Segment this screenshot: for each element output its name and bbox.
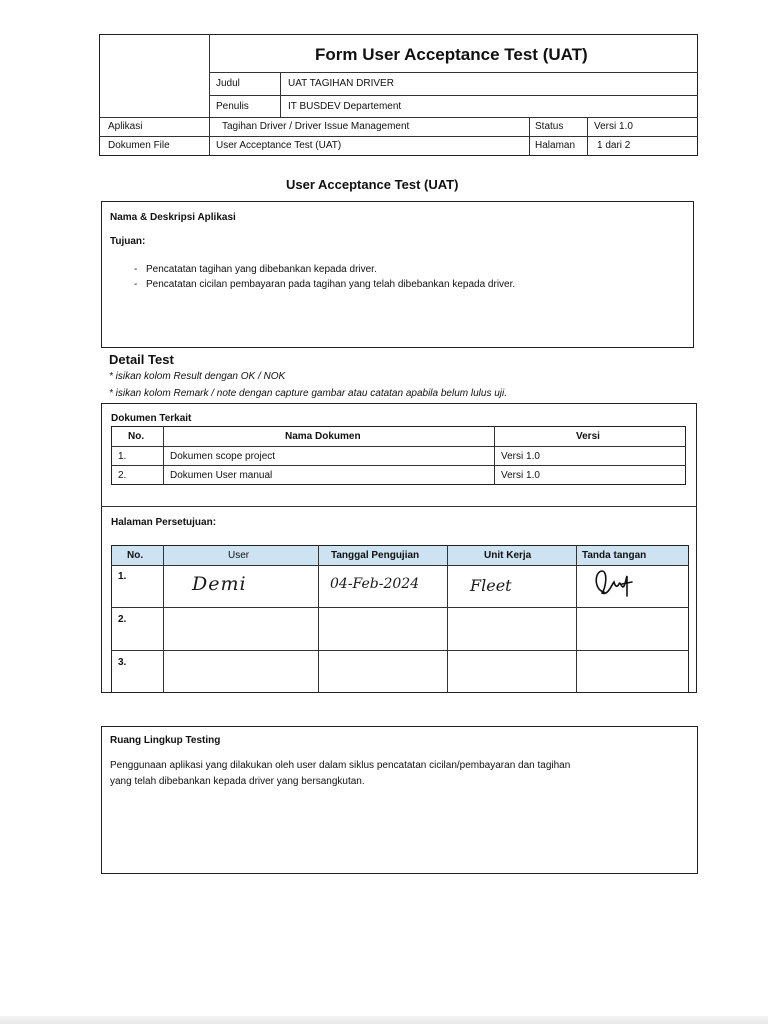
signature-image (590, 566, 640, 604)
table-row-cell: Versi 1.0 (501, 451, 540, 462)
dokumen-file-value: User Acceptance Test (UAT) (216, 140, 342, 151)
detail-test-note-2: * isikan kolom Remark / note dengan capture gambar atau catatan apabila belum lulus uji. (109, 388, 508, 399)
signature-stroke (596, 571, 632, 596)
persetujuan-row-divider-2 (111, 650, 689, 651)
ruang-lingkup-line-1: Penggunaan aplikasi yang dilakukan oleh user dalam siklus pencatatan cicilan/pembayaran dan tagihan (110, 760, 571, 771)
title-row-divider (209, 72, 698, 73)
dokumen-file-label: Dokumen File (108, 140, 170, 151)
persetujuan-col-user: User (228, 550, 250, 561)
persetujuan-row-divider-1 (111, 607, 689, 608)
table-row-cell: Dokumen scope project (170, 451, 276, 462)
handwritten-unit: Fleet (470, 576, 512, 595)
judul-value: UAT TAGIHAN DRIVER (288, 78, 394, 89)
dokumen-header-divider (111, 446, 686, 447)
ruang-lingkup-line-2: yang telah dibebankan kepada driver yang bersangkutan. (110, 776, 365, 787)
aplikasi-value: Tagihan Driver / Driver Issue Management (222, 121, 410, 132)
persetujuan-col-unit: Unit Kerja (484, 550, 532, 561)
handwritten-tanggal: 04-Feb-2024 (330, 576, 420, 592)
penulis-value: IT BUSDEV Departement (288, 101, 402, 112)
judul-label: Judul (216, 78, 240, 89)
detail-test-note-1: * isikan kolom Result dengan OK / NOK (109, 371, 286, 382)
table-row-cell: Dokumen User manual (170, 470, 273, 481)
status-value: Versi 1.0 (594, 121, 633, 132)
penulis-row-divider (99, 117, 698, 118)
tujuan-label: Tujuan: (110, 236, 146, 247)
ruang-lingkup-box (101, 726, 698, 874)
judul-row-divider (209, 95, 698, 96)
ruang-lingkup-heading: Ruang Lingkup Testing (110, 735, 221, 746)
scan-bottom-edge (0, 1016, 768, 1024)
persetujuan-col-no: No. (127, 550, 144, 561)
persetujuan-col-divider-4 (576, 545, 577, 693)
persetujuan-col-divider-3 (447, 545, 448, 693)
dokumen-col-versi: Versi (576, 431, 600, 442)
persetujuan-col-tanggal: Tanggal Pengujian (331, 550, 420, 561)
detail-test-heading: Detail Test (109, 352, 174, 367)
section-divider (101, 506, 697, 507)
table-row-no: 3. (118, 657, 127, 668)
status-label: Status (535, 121, 564, 132)
tujuan-bullet-1: - (134, 264, 138, 275)
dokumen-col-nama: Nama Dokumen (285, 431, 361, 442)
status-value-divider (587, 117, 588, 156)
persetujuan-col-divider-1 (163, 545, 164, 693)
table-row-no: 2. (118, 614, 127, 625)
section-title: User Acceptance Test (UAT) (286, 177, 459, 192)
form-title: Form User Acceptance Test (UAT) (315, 45, 588, 64)
label-col-divider (280, 72, 281, 118)
halaman-label: Halaman (535, 140, 576, 151)
penulis-label: Penulis (216, 101, 249, 112)
tujuan-item-2: Pencatatan cicilan pembayaran pada tagihan yang telah dibebankan kepada driver. (146, 279, 516, 290)
tujuan-item-1: Pencatatan tagihan yang dibebankan kepada driver. (146, 264, 377, 275)
table-row-cell: 1. (118, 451, 127, 462)
logo-divider (209, 34, 210, 118)
dokumen-col-divider-1 (163, 426, 164, 485)
status-col-divider (529, 117, 530, 156)
table-row-cell: Versi 1.0 (501, 470, 540, 481)
aplikasi-label: Aplikasi (108, 121, 143, 132)
tujuan-bullet-2: - (134, 279, 138, 290)
persetujuan-col-tanda: Tanda tangan (582, 550, 647, 561)
dokumen-terkait-heading: Dokumen Terkait (111, 413, 192, 424)
handwritten-user: Demi (192, 573, 247, 595)
nama-deskripsi-heading: Nama & Deskripsi Aplikasi (110, 212, 236, 223)
dokumen-col-no: No. (128, 431, 145, 442)
aplikasi-label-divider (209, 117, 210, 156)
halaman-value: 1 dari 2 (597, 140, 631, 151)
dokumen-row-divider (111, 465, 686, 466)
table-row-no: 1. (118, 571, 127, 582)
table-row-cell: 2. (118, 470, 127, 481)
persetujuan-col-divider-2 (318, 545, 319, 693)
dokumen-col-divider-2 (494, 426, 495, 485)
aplikasi-row-divider (99, 136, 698, 137)
persetujuan-heading: Halaman Persetujuan: (111, 517, 217, 528)
